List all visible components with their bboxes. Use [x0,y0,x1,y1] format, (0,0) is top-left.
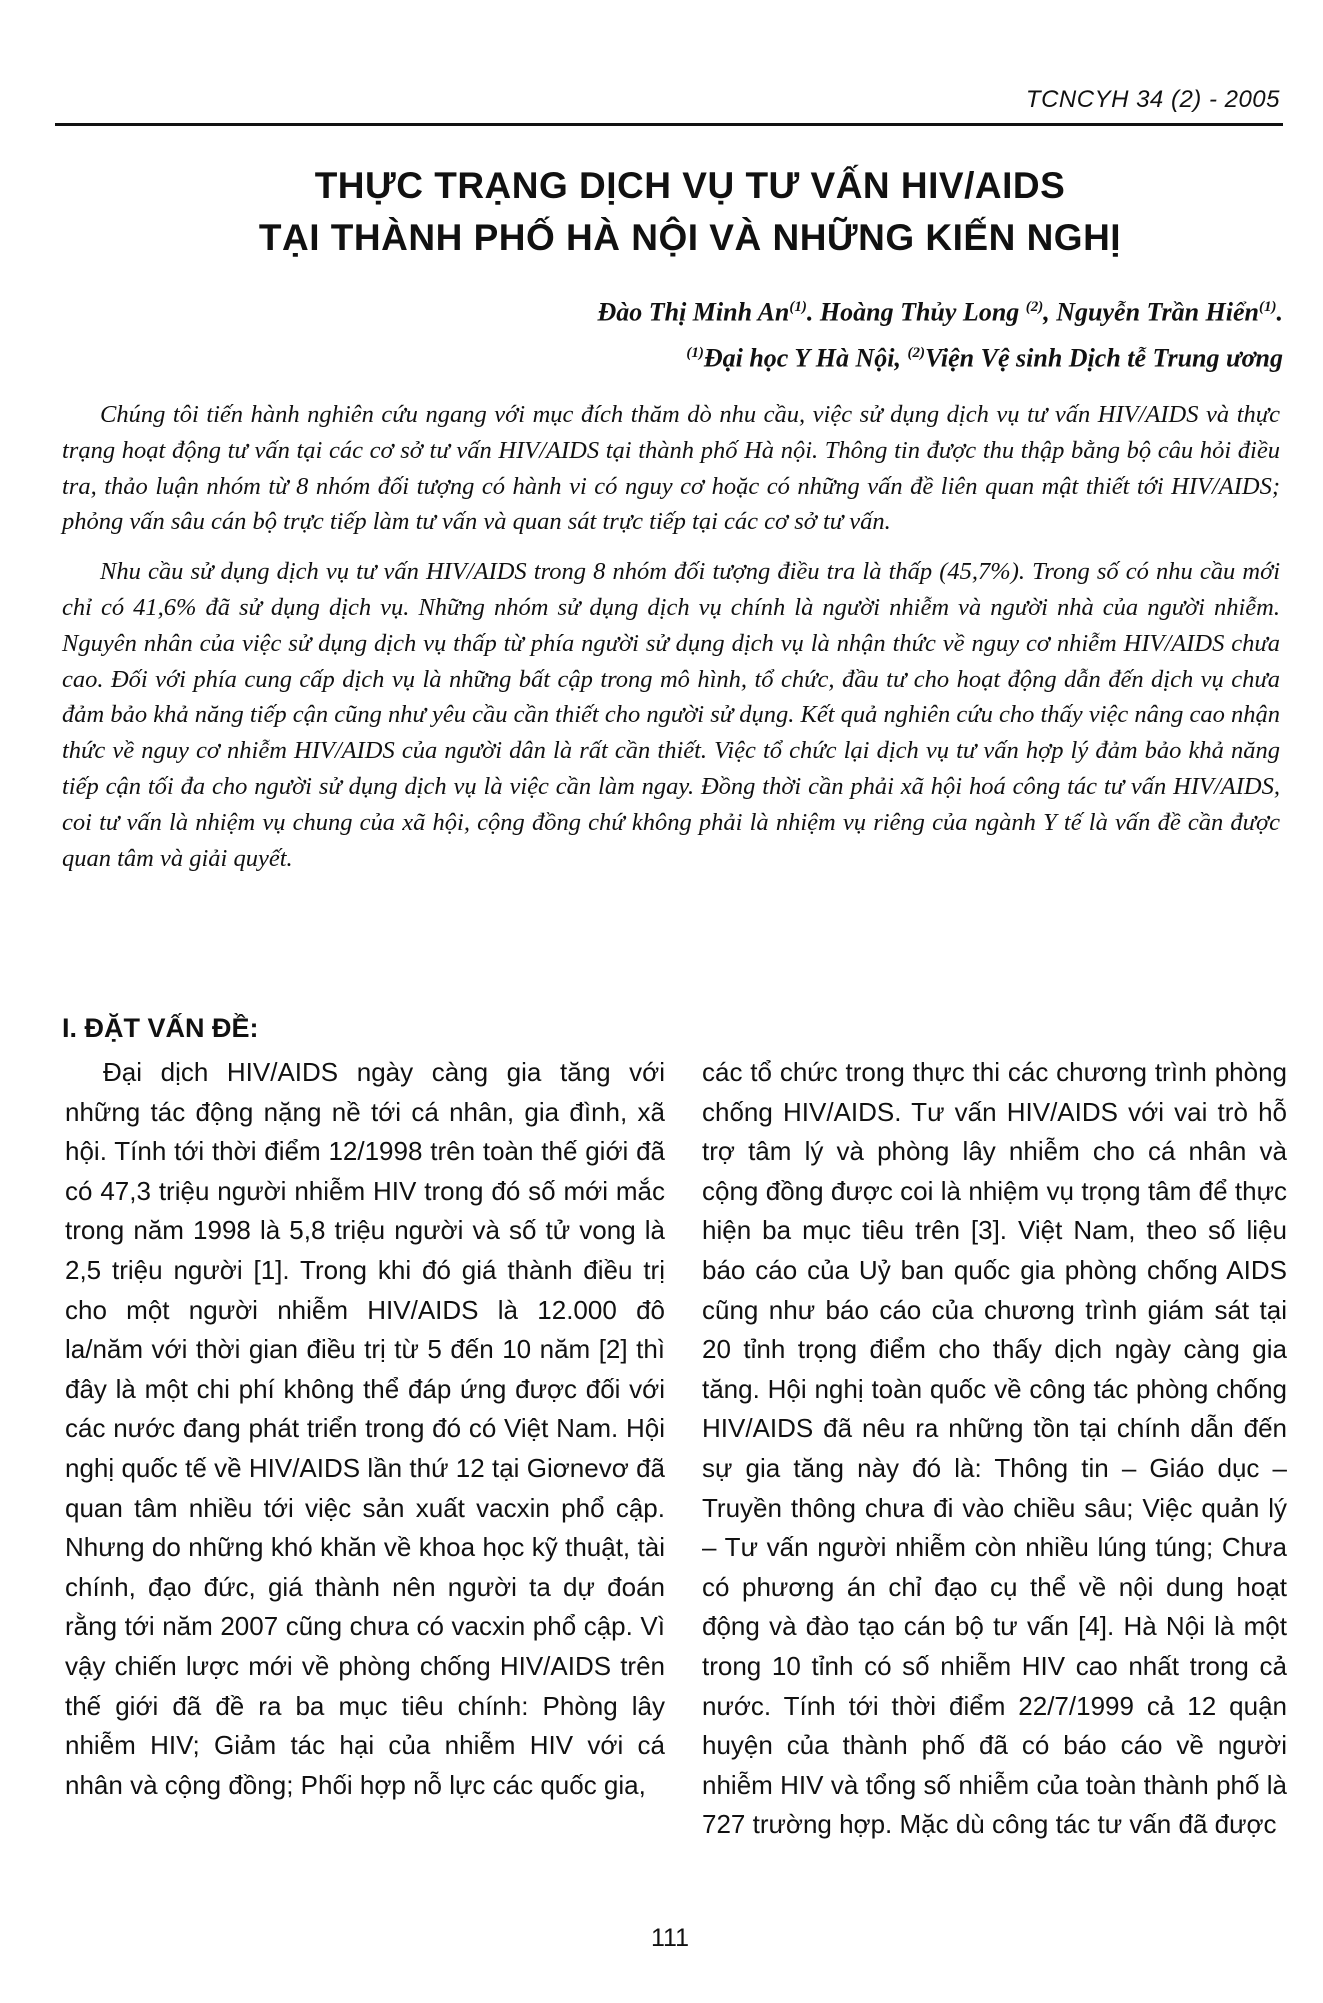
body-paragraph-right: các tổ chức trong thực thi các chương trình phòng chống HIV/AIDS. Tư vấn HIV/AIDS với vai trò hỗ trợ tâm lý và phòng lây nhiễm cho cá nhân và cộng đồng được coi là nhiệm vụ trọng tâm để thực hiện ba mục tiêu trên [3]. Việt Nam, theo số liệu báo cáo của Uỷ ban quốc gia phòng chống AIDS cũng như báo cáo của chương trình giám sát tại 20 tỉnh trọng điểm cho thấy dịch ngày càng gia tăng. Hội nghị toàn quốc về công tác phòng chống HIV/AIDS đã nêu ra những tồn tại chính dẫn đến sự gia tăng này đó là: Thông tin – Giáo dục – Truyền thông chưa đi vào chiều sâu; Việc quản lý – Tư vấn người nhiễm còn nhiều lúng túng; Chưa có phương án chỉ đạo cụ thể về nội dung hoạt động và đào tạo cán bộ tư vấn [4]. Hà Nội là một trong 10 tỉnh có số nhiễm HIV cao nhất trong cả nước. Tính tới thời điểm 22/7/1999 cả 12 quận huyện của thành phố đã có báo cáo về người nhiễm HIV và tổng số nhiễm của toàn thành phố là 727 trường hợp. Mặc dù công tác tư vấn đã được [702,1057,1287,1840]
title-line-1: THỰC TRẠNG DỊCH VỤ TƯ VẤN HIV/AIDS [314,165,1066,206]
abstract-paragraph-1: Chúng tôi tiến hành nghiên cứu ngang với mục đích thăm dò nhu cầu, việc sử dụng dịch vụ tư vấn HIV/AIDS và thực trạng hoạt động tư vấn tại các cơ sở tư vấn HIV/AIDS tại thành phố Hà nội. Thông tin được thu thập bằng bộ câu hỏi điều tra, thảo luận nhóm từ 8 nhóm đối tượng có hành vi có nguy cơ hoặc có những vấn đề liên quan mật thiết tới HIV/AIDS; phỏng vấn sâu cán bộ trực tiếp làm tư vấn và quan sát trực tiếp tại các cơ sở tư vấn. [62,401,1280,536]
affiliation-1-mark: (1) [686,344,704,361]
abstract [62,397,1280,876]
author-3: Nguyễn Trần Hiển [1056,297,1259,327]
journal-header: TCNCYH 34 (2) - 2005 [1025,86,1280,113]
affiliation-2-mark: (2) [907,344,926,361]
abstract-paragraph-2: Nhu cầu sử dụng dịch vụ tư vấn HIV/AIDS trong 8 nhóm đối tượng điều tra là thấp (45,7%). Trong số có nhu cầu mới chỉ có 41,6% đã sử dụng dịch vụ. Những nhóm sử dụng dịch vụ chính là người nhiễm và người nhà của người nhiễm. Nguyên nhân của việc sử dụng dịch vụ thấp từ phía người sử dụng dịch vụ là nhận thức về nguy cơ nhiễm HIV/AIDS chưa cao. Đối với phía cung cấp dịch vụ là những bất cập trong mô hình, tổ chức, đầu tư cho hoạt động dẫn đến dịch vụ chưa đảm bảo khả năng tiếp cận cũng như yêu cầu cần thiết cho người sử dụng. Kết quả nghiên cứu cho thấy việc nâng cao nhận thức về nguy cơ nhiễm HIV/AIDS của người dân là rất cần thiết. Việc tổ chức lại dịch vụ tư vấn hợp lý đảm bảo khả năng tiếp cận tối đa cho người sử dụng dịch vụ là việc cần làm ngay. Đồng thời cần phải xã hội hoá công tác tư vấn HIV/AIDS, coi tư vấn là nhiệm vụ chung của xã hội, cộng đồng chứ không phải là nhiệm vụ riêng của ngành Y tế là vấn đề cần được quan tâm và giải quyết. [62,558,1280,872]
page-number: 111 [650,1924,689,1952]
header-rule [55,123,1283,126]
title-line-2: TẠI THÀNH PHỐ HÀ NỘI VÀ NHỮNG KIẾN NGHỊ [258,217,1122,258]
body-column-left [65,1053,665,1805]
author-2: Hoàng Thủy Long [819,297,1020,327]
author-3-affiliation-mark: (1) [1259,299,1277,315]
author-1: Đào Thị Minh An [597,297,790,327]
article-title [240,160,1140,264]
affiliation-1: Đại học Y Hà Nội, [703,343,902,373]
section-heading: I. ĐẶT VẤN ĐỀ: [62,1013,259,1043]
affiliation-line [183,333,1283,379]
body-paragraph-left: Đại dịch HIV/AIDS ngày càng gia tăng với những tác động nặng nề tới cá nhân, gia đình, xã hội. Tính tới thời điểm 12/1998 trên toàn thế giới đã có 47,3 triệu người nhiễm HIV trong đó số mới mắc trong năm 1998 là 5,8 triệu người và số tử vong là 2,5 triệu người [1]. Trong khi đó giá thành điều trị cho một người nhiễm HIV/AIDS là 12.000 đô la/năm với thời gian điều trị từ 5 đến 10 năm [2] thì đây là một chi phí không thể đáp ứng được đối với các nước đang phát triển trong đó có Việt Nam. Hội nghị quốc tế về HIV/AIDS lần thứ 12 tại Giơnevơ đã quan tâm nhiều tới việc sản xuất vacxin phổ cập. Nhưng do những khó khăn về khoa học kỹ thuật, tài chính, đạo đức, giá thành nên người ta dự đoán rằng tới năm 2007 cũng chưa có vacxin phổ cập. Vì vậy chiến lược mới về phòng chống HIV/AIDS trên thế giới đã đề ra ba mục tiêu chính: Phòng lây nhiễm HIV; Giảm tác hại của nhiễm HIV với cá nhân và cộng đồng; Phối hợp nỗ lực các quốc gia, [65,1057,665,1800]
author-line: Đào Thị Minh An$^{(1)}$. Hoàng Thủy Long $^{(2)}$, Nguyễn Trần Hiển$^{(1)}$. [597,297,1283,327]
body-column-right [702,1053,1287,1845]
author-1-affiliation-mark: (1) [789,299,807,315]
author-2-affiliation-mark: (2) [1025,299,1044,315]
affiliation-2: Viện Vệ sinh Dịch tễ Trung ương [925,343,1283,373]
author-block [183,287,1283,378]
